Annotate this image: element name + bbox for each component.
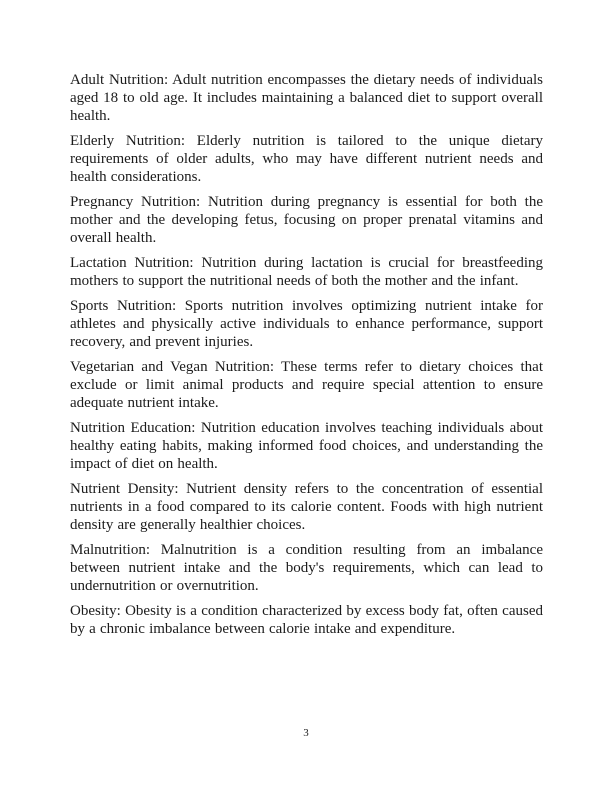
paragraph-elderly-nutrition: Elderly Nutrition: Elderly nutrition is tailored to the unique dietary requirements of older adults, who may have different nutrient needs and health considerations. [70, 133, 543, 185]
paragraph-obesity: Obesity: Obesity is a condition characterized by excess body fat, often caused by a chronic imbalance between calorie intake and expenditure. [70, 603, 543, 637]
paragraph-sports-nutrition: Sports Nutrition: Sports nutrition involves optimizing nutrient intake for athletes and physically active individuals to enhance performance, support recovery, and prevent injuries. [70, 298, 543, 350]
paragraph-nutrition-education: Nutrition Education: Nutrition education involves teaching individuals about healthy eating habits, making informed food choices, and understanding the impact of diet on health. [70, 420, 543, 472]
paragraph-pregnancy-nutrition: Pregnancy Nutrition: Nutrition during pregnancy is essential for both the mother and the developing fetus, focusing on proper prenatal vitamins and overall health. [70, 194, 543, 246]
paragraph-malnutrition: Malnutrition: Malnutrition is a condition resulting from an imbalance between nutrient intake and the body's requirements, which can lead to undernutrition or overnutrition. [70, 542, 543, 594]
paragraph-adult-nutrition: Adult Nutrition: Adult nutrition encompasses the dietary needs of individuals aged 18 to old age. It includes maintaining a balanced diet to support overall health. [70, 72, 543, 124]
paragraph-nutrient-density: Nutrient Density: Nutrient density refers to the concentration of essential nutrients in a food compared to its calorie content. Foods with high nutrient density are generally healthier choices. [70, 481, 543, 533]
paragraph-lactation-nutrition: Lactation Nutrition: Nutrition during lactation is crucial for breastfeeding mothers to support the nutritional needs of both the mother and the infant. [70, 255, 543, 289]
page-body-text [70, 71, 543, 645]
paragraph-vegetarian-vegan-nutrition: Vegetarian and Vegan Nutrition: These terms refer to dietary choices that exclude or limit animal products and require special attention to ensure adequate nutrient intake. [70, 359, 543, 411]
page-number: 3 [303, 727, 309, 739]
